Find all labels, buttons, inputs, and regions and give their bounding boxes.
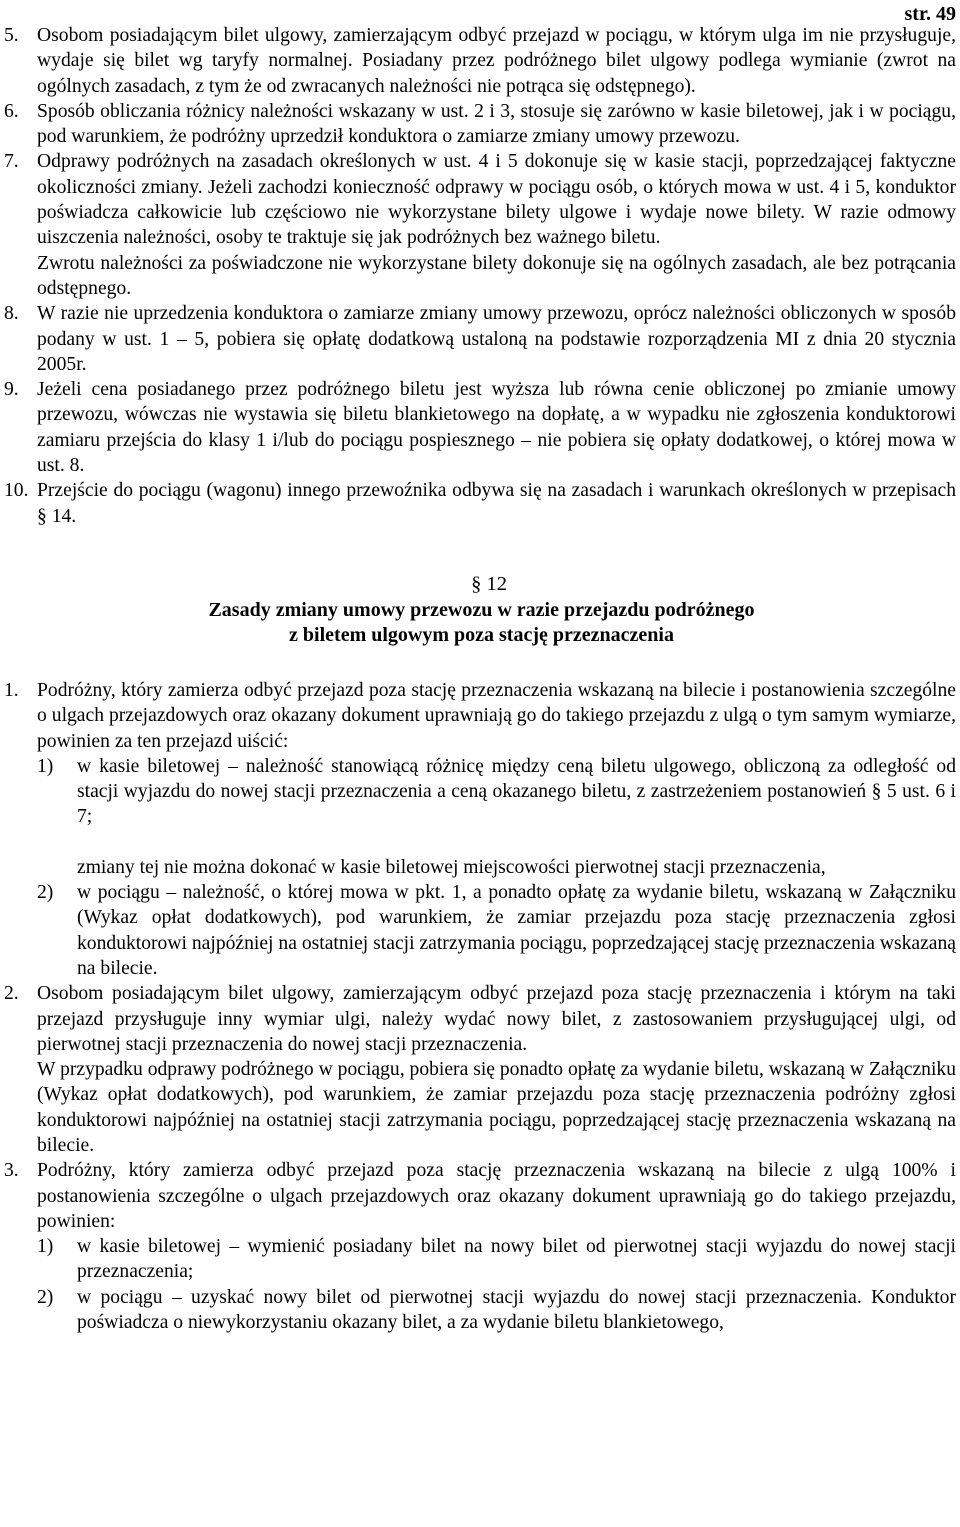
item-paragraph: Zwrotu należności za poświadczone nie wykorzystane bilety dokonuje się na ogólnych zasadach, ale bez potrącania odstępnego. <box>37 252 956 299</box>
list-item <box>4 478 956 529</box>
section-title-line-1: Zasady zmiany umowy przewozu w razie przejazdu podróżnego <box>208 598 755 621</box>
list-item <box>4 99 956 150</box>
sub-item-number: 1) <box>37 1236 54 1258</box>
item-number: 10. <box>4 480 29 502</box>
item-text: Jeżeli cena posiadanego przez podróżnego biletu jest wyższa lub równa cenie obliczonej po zmianie umowy przewozu, wówczas nie wystawia się biletu blankietowego na dopłatę, a w wypadku nie zgłoszenia konduktorowi zamiaru przejścia do klasy 1 i/lub do pociągu pospiesznego – nie pobiera się opłaty dodatkowej, o której mowa w ust. 8. <box>37 379 956 477</box>
list-item <box>4 1158 956 1234</box>
sub-item-number: 1) <box>37 755 54 777</box>
item-text: Podróżny, który zamierza odbyć przejazd poza stację przeznaczenia wskazaną na bilecie i postanowienia szczególne o ulgach przejazdowych oraz okazany dokument uprawniają go do takiego przejazdu z ulgą o tym samym wymiarze, powinien za ten przejazd uiścić: <box>37 679 956 752</box>
item-number: 1. <box>4 679 19 701</box>
item-number: 6. <box>4 100 19 122</box>
section-title-line-2: z biletem ulgowym poza stację przeznaczenia <box>289 623 674 646</box>
list-item <box>4 678 956 754</box>
sub-item <box>4 880 956 981</box>
item-number: 8. <box>4 303 19 325</box>
sub-item <box>4 1285 956 1336</box>
list-item <box>4 377 956 478</box>
sub-item <box>4 754 956 830</box>
sub-item-number: 2) <box>37 882 54 904</box>
item-text: Przejście do pociągu (wagonu) innego przewoźnika odbywa się na zasadach i warunkach określonych w przepisach § 14. <box>37 480 956 527</box>
page-number: str. 49 <box>904 3 956 25</box>
item-number: 5. <box>4 25 19 46</box>
item-paragraph: W przypadku odprawy podróżnego w pociągu, pobiera się ponadto opłatę za wydanie biletu, wskazaną w Załączniku (Wykaz opłat dodatkowych), pod warunkiem, że zamiar przejazdu poza stację przeznaczenia podróżny zgłosi konduktorowi najpóźniej na ostatniej stacji zatrzymania pociągu, poprzedzającej stację przeznaczenia wskazaną na bilecie. <box>37 1059 956 1156</box>
item-text: W razie nie uprzedzenia konduktora o zamiarze zmiany umowy przewozu, oprócz należności obliczonych w sposób podany w ust. 1 – 5, pobiera się opłatę dodatkową ustaloną na podstawie rozporządzenia MI z dnia 20 stycznia 2005r. <box>37 303 956 375</box>
item-number: 2. <box>4 983 19 1005</box>
item-text: Podróżny, który zamierza odbyć przejazd poza stację przeznaczenia wskazaną na bilecie z ulgą 100% i postanowienia szczególne o ulgach przejazdowych oraz okazany dokument uprawniają go do takiego przejazdu, powinien: <box>37 1160 956 1232</box>
sub-item-number: 2) <box>37 1286 54 1308</box>
item-number: 9. <box>4 379 19 401</box>
document-body <box>4 23 956 1335</box>
list-item <box>4 23 956 99</box>
sub-item <box>4 1234 956 1285</box>
section-heading: § 12 <box>471 572 507 595</box>
sub-item-text: w pociągu – uzyskać nowy bilet od pierwotnej stacji wyjazdu do nowej stacji przeznaczenia. Konduktor poświadcza o niewykorzystaniu okazany bilet, a za wydanie biletu blankietowego, <box>77 1286 956 1334</box>
list-item <box>4 301 956 377</box>
list-item <box>4 149 956 250</box>
sub-item-text: w kasie biletowej – wymienić posiadany bilet na nowy bilet od pierwotnej stacji wyjazdu do nowej stacji przeznaczenia; <box>77 1236 956 1283</box>
item-text: Odprawy podróżnych na zasadach określonych w ust. 4 i 5 dokonuje się w kasie stacji, poprzedzającej faktyczne okoliczności zmiany. Jeżeli zachodzi konieczność odprawy w pociągu osób, o których mowa w ust. 4 i 5, konduktor poświadcza całkowicie lub częściowo nie wykorzystane bilety ulgowe i wydaje nowe bilety. W razie odmowy uiszczenia należności, osoby te traktuje się jak podróżnych bez ważnego biletu. <box>37 151 956 249</box>
item-text: Sposób obliczania różnicy należności wskazany w ust. 2 i 3, stosuje się zarówno w kasie biletowej, jak i w pociągu, pod warunkiem, że podróżny uprzedził konduktora o zamiarze zmiany umowy przewozu. <box>37 100 956 148</box>
sub-item-text: w pociągu – należność, o której mowa w pkt. 1, a ponadto opłatę za wydanie biletu, wskazaną w Załączniku (Wykaz opłat dodatkowych), pod warunkiem, że zamiar przejazdu poza stację przeznaczenia zgłosi konduktorowi najpóźniej na ostatniej stacji zatrzymania pociągu, poprzedzającej stację przeznaczenia wskazaną na bilecie. <box>77 882 956 979</box>
list-item <box>4 981 956 1057</box>
item-number: 7. <box>4 151 19 173</box>
item-number: 3. <box>4 1160 19 1182</box>
sub-item-continuation: zmiany tej nie można dokonać w kasie biletowej miejscowości pierwotnej stacji przeznaczenia, <box>77 856 826 878</box>
sub-item-text: w kasie biletowej – należność stanowiącą różnicę między ceną biletu ulgowego, obliczoną za odległość od stacji wyjazdu do nowej stacji przeznaczenia a ceną okazanego biletu, z zastrzeżeniem postanowień § 5 ust. 6 i 7; <box>77 755 956 828</box>
item-text: Osobom posiadającym bilet ulgowy, zamierzającym odbyć przejazd w pociągu, w którym ulga im nie przysługuje, wydaje się bilet wg taryfy normalnej. Posiadany przez podróżnego bilet ulgowy podlega wymianie (zwrot na ogólnych zasadach, z tym że od zwracanych należności nie potrąca się odstępnego). <box>37 25 956 97</box>
item-text: Osobom posiadającym bilet ulgowy, zamierzającym odbyć przejazd poza stację przeznaczenia i którym na taki przejazd przysługuje inny wymiar ulgi, należy wydać nowy bilet, z zastosowaniem przysługującej ulgi, od pierwotnej stacji przeznaczenia do nowej stacji przeznaczenia. <box>37 983 956 1055</box>
